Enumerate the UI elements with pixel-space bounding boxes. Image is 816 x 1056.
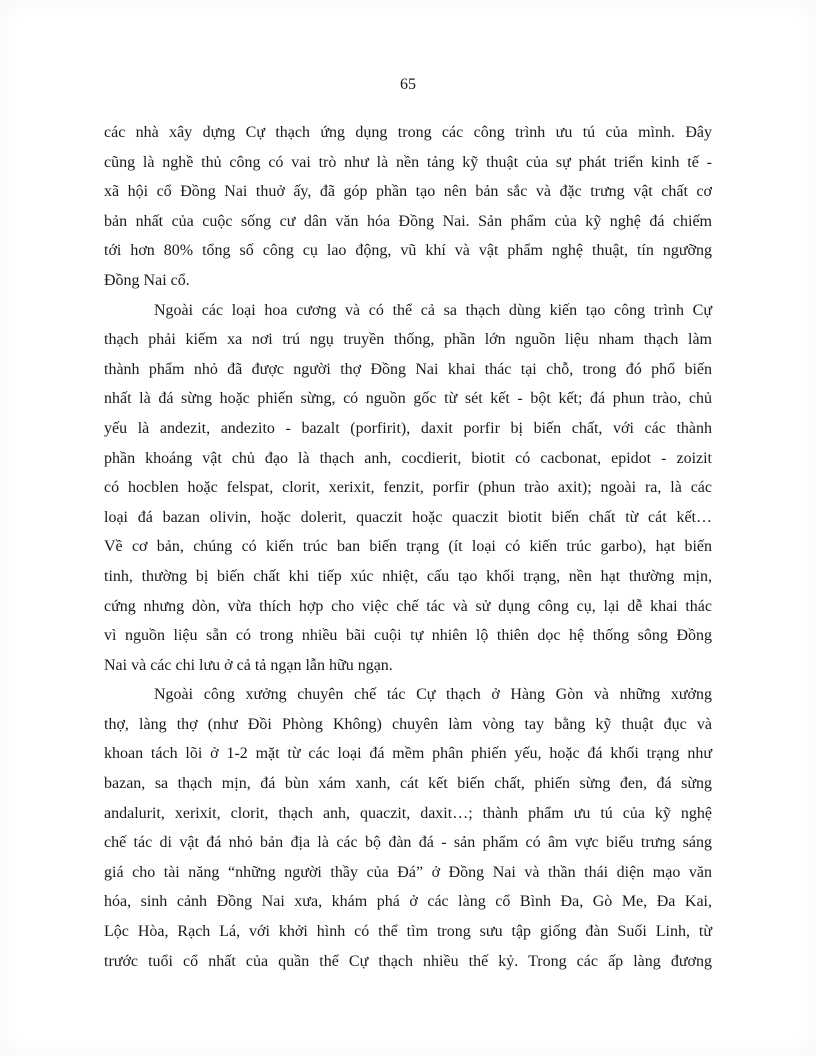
text-line: Ngoài công xưởng chuyên chế tác Cự thạch ở Hàng Gòn và những xưởng (154, 686, 712, 704)
text-line: bazan, sa thạch mịn, đá bùn xám xanh, cát kết biến chất, phiến sừng đen, đá sừng (104, 775, 712, 793)
text-line: xã hội cổ Đồng Nai thuở ấy, đã góp phần tạo nên bản sắc và đặc trưng vật chất cơ (104, 183, 712, 201)
text-line: tới hơn 80% tổng số công cụ lao động, vũ khí và vật phẩm nghệ thuật, tín ngưỡng (104, 242, 712, 260)
paragraph-1 (104, 118, 712, 296)
page-number: 65 (400, 76, 416, 93)
text-line: vì nguồn liệu sẵn có trong nhiều bãi cuội tự nhiên lộ thiên dọc hệ thống sông Đồng (104, 627, 712, 645)
text-line: Nai và các chi lưu ở cả tả ngạn lẫn hữu ngạn. (104, 656, 393, 674)
text-line: tinh, thường bị biến chất khi tiếp xúc nhiệt, cấu tạo khối trạng, nền hạt thường mịn, (104, 567, 712, 585)
text-line: có hocblen hoặc felspat, clorit, xerixit, fenzit, porfir (phun trào axit); ngoài ra, là các (104, 479, 712, 497)
text-line: hóa, sinh cảnh Đồng Nai xưa, khám phá ở các làng cổ Bình Đa, Gò Me, Đa Kai, (104, 893, 712, 911)
text-line: thành phẩm nhỏ đã được người thợ Đồng Nai khai thác tại chỗ, trong đó phổ biến (104, 360, 712, 378)
paragraph-2 (104, 296, 712, 681)
text-line: khoan tách lõi ở 1-2 mặt từ các loại đá mềm phân phiến yếu, hoặc đá khối trạng như (104, 745, 712, 763)
text-line: các nhà xây dựng Cự thạch ứng dụng trong các công trình ưu tú của mình. Đây (104, 124, 712, 141)
text-line: trước tuổi cổ nhất của quần thể Cự thạch nhiều thế kỷ. Trong các ấp làng đương (104, 952, 712, 970)
text-line: chế tác di vật đá nhỏ bản địa là các bộ đàn đá - sản phẩm có âm vực biểu trưng sáng (104, 834, 712, 852)
text-line: yếu là andezit, andezito - bazalt (porfirit), daxit porfir bị biến chất, với các thành (104, 419, 712, 437)
text-line: andalurit, xerixit, clorit, thạch anh, quaczit, daxit…; thành phẩm ưu tú của kỹ nghệ (104, 804, 712, 822)
text-line: loại đá bazan olivin, hoặc dolerit, quaczit hoặc quaczit biotit biến chất từ cát kết… (104, 508, 712, 526)
text-line: Về cơ bản, chúng có kiến trúc ban biến trạng (ít loại có kiến trúc garbo), hạt biến (104, 538, 712, 556)
text-line: Lộc Hòa, Rạch Lá, với khởi hình có thể tìm trong sưu tập giống đàn Suối Linh, từ (104, 923, 712, 941)
paragraph-3 (104, 680, 712, 976)
text-line: thạch phải kiếm xa nơi trú ngụ truyền thống, phần lớn nguồn liệu nham thạch làm (104, 331, 712, 349)
text-line: thợ, làng thợ (như Đồi Phòng Không) chuyên làm vòng tay bằng kỹ thuật đục và (104, 715, 712, 733)
text-line: Đồng Nai cổ. (104, 271, 190, 289)
text-line: Ngoài các loại hoa cương và có thể cả sa thạch dùng kiến tạo công trình Cự (154, 301, 712, 319)
text-line: giá cho tài năng “những người thầy của Đá” ở Đồng Nai và thần thái diện mạo văn (104, 863, 712, 881)
text-line: nhất là đá sừng hoặc phiến sừng, có nguồn gốc từ sét kết - bột kết; đá phun trào, chủ (104, 390, 712, 408)
text-line: phần khoáng vật chủ đạo là thạch anh, cocdierit, biotit có cacbonat, epidot - zoizit (104, 449, 712, 467)
text-line: cũng là nghề thủ công có vai trò như là nền tảng kỹ thuật của sự phát triển kinh tế - (104, 153, 712, 171)
body-text (104, 118, 712, 976)
text-line: cứng nhưng dòn, vừa thích hợp cho việc chế tác và sử dụng công cụ, lại dễ khai thác (104, 597, 712, 615)
text-line: bản nhất của cuộc sống cư dân văn hóa Đồng Nai. Sản phẩm của kỹ nghệ đá chiếm (104, 212, 712, 230)
